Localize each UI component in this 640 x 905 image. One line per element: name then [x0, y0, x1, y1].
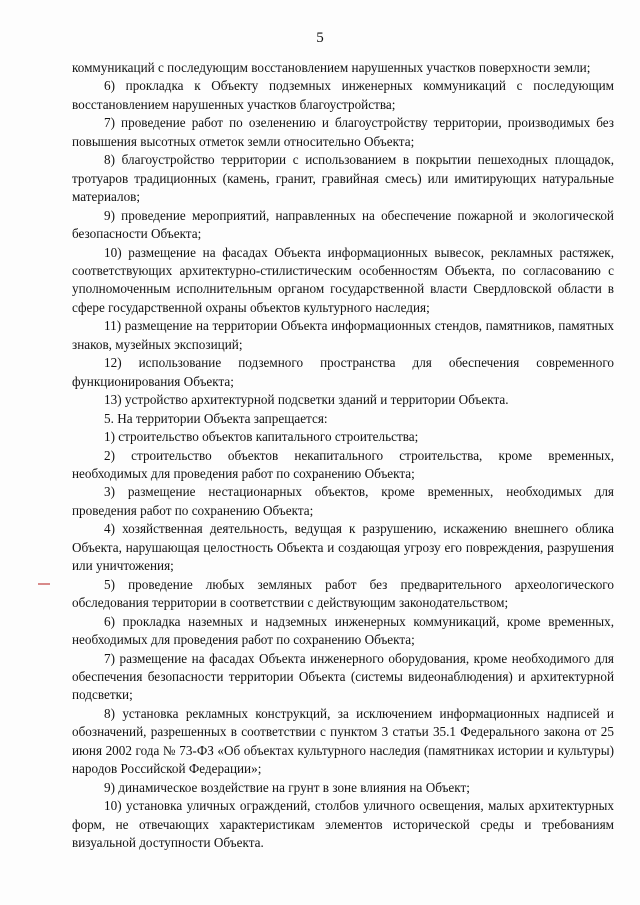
prohibition-item-5: 5) проведение любых земляных работ без предварительного археологического обследования территории в соответствии с действующим законодательством; [72, 576, 614, 611]
prohibition-item-1: 1) строительство объектов капитального строительства; [104, 429, 419, 445]
paragraph-item-13: 13) устройство архитектурной подсветки зданий и территории Объекта. [104, 392, 509, 408]
prohibition-item-8: 8) установка рекламных конструкций, за исключением информационных надписей и обозначений, разрешенных в соответствии с пунктом 3 статьи 35.1 Федерального закона от 25 июня 2002 года № 73-ФЗ «Об объектах культурного наследия (памятниках истории и культуры) народов Российской Федерации»; [72, 705, 614, 777]
prohibition-item-4: 4) хозяйственная деятельность, ведущая к разрушению, искажению внешнего облика Объекта, нарушающая целостность Объекта и создающая угрозу его повреждения, разрушения или уничтожения; [72, 521, 614, 574]
paragraph-item-11: 11) размещение на территории Объекта информационных стендов, памятников, памятных знаков, музейных экспозиций; [72, 318, 614, 352]
paragraph-item-8: 8) благоустройство территории с использованием в покрытии пешеходных площадок, тротуаров традиционных (камень, гранит, гравийная смесь) или имитирующих натуральные материалов; [72, 152, 614, 205]
prohibition-item-2: 2) строительство объектов некапитального строительства, кроме временных, необходимых для проведения работ по сохранению Объекта; [72, 447, 614, 481]
paragraph-item-7: 7) проведение работ по озеленению и благоустройству территории, производимых без повышения высотных отметок земли относительно Объекта; [72, 115, 614, 149]
margin-mark [38, 583, 50, 585]
prohibition-item-7: 7) размещение на фасадах Объекта инженерного оборудования, кроме необходимого для обеспечения безопасности территории Объекта (системы видеонаблюдения) и архитектурной подсветки; [72, 650, 614, 703]
section-heading-5: 5. На территории Объекта запрещается: [104, 410, 328, 426]
page-number: 5 [316, 30, 324, 46]
paragraph-item-6: 6) прокладка к Объекту подземных инженерных коммуникаций с последующим восстановлением нарушенных участков благоустройства; [72, 78, 614, 112]
paragraph-item-9: 9) проведение мероприятий, направленных на обеспечение пожарной и экологической безопасности Объекта; [72, 207, 614, 242]
prohibition-item-10: 10) установка уличных ограждений, столбов уличного освещения, малых архитектурных форм, не отвечающих характеристикам элементов исторической среды и требованиям визуальной доступности Объекта. [72, 798, 614, 851]
paragraph-item-12: 12) использование подземного пространства для обеспечения современного функционирования Объекта; [72, 355, 614, 389]
prohibition-item-6: 6) прокладка наземных и надземных инженерных коммуникаций, кроме временных, необходимых для проведения работ по сохранению Объекта; [72, 613, 614, 648]
paragraph-item-10: 10) размещение на фасадах Объекта информационных вывесок, рекламных растяжек, соответствующих архитектурно-стилистическим особенностям Объекта, по согласованию с уполномоченным исполнительным органом государственной власти Свердловской области в сфере государственной охраны объектов культурного наследия; [72, 244, 614, 315]
prohibition-item-3: 3) размещение нестационарных объектов, кроме временных, необходимых для проведения работ по сохранению Объекта; [72, 484, 614, 518]
paragraph-continuation: коммуникаций с последующим восстановлением нарушенных участков поверхности земли; [72, 60, 591, 75]
document-body [72, 59, 614, 852]
prohibition-item-9: 9) динамическое воздействие на грунт в зоне влияния на Объект; [104, 779, 470, 795]
